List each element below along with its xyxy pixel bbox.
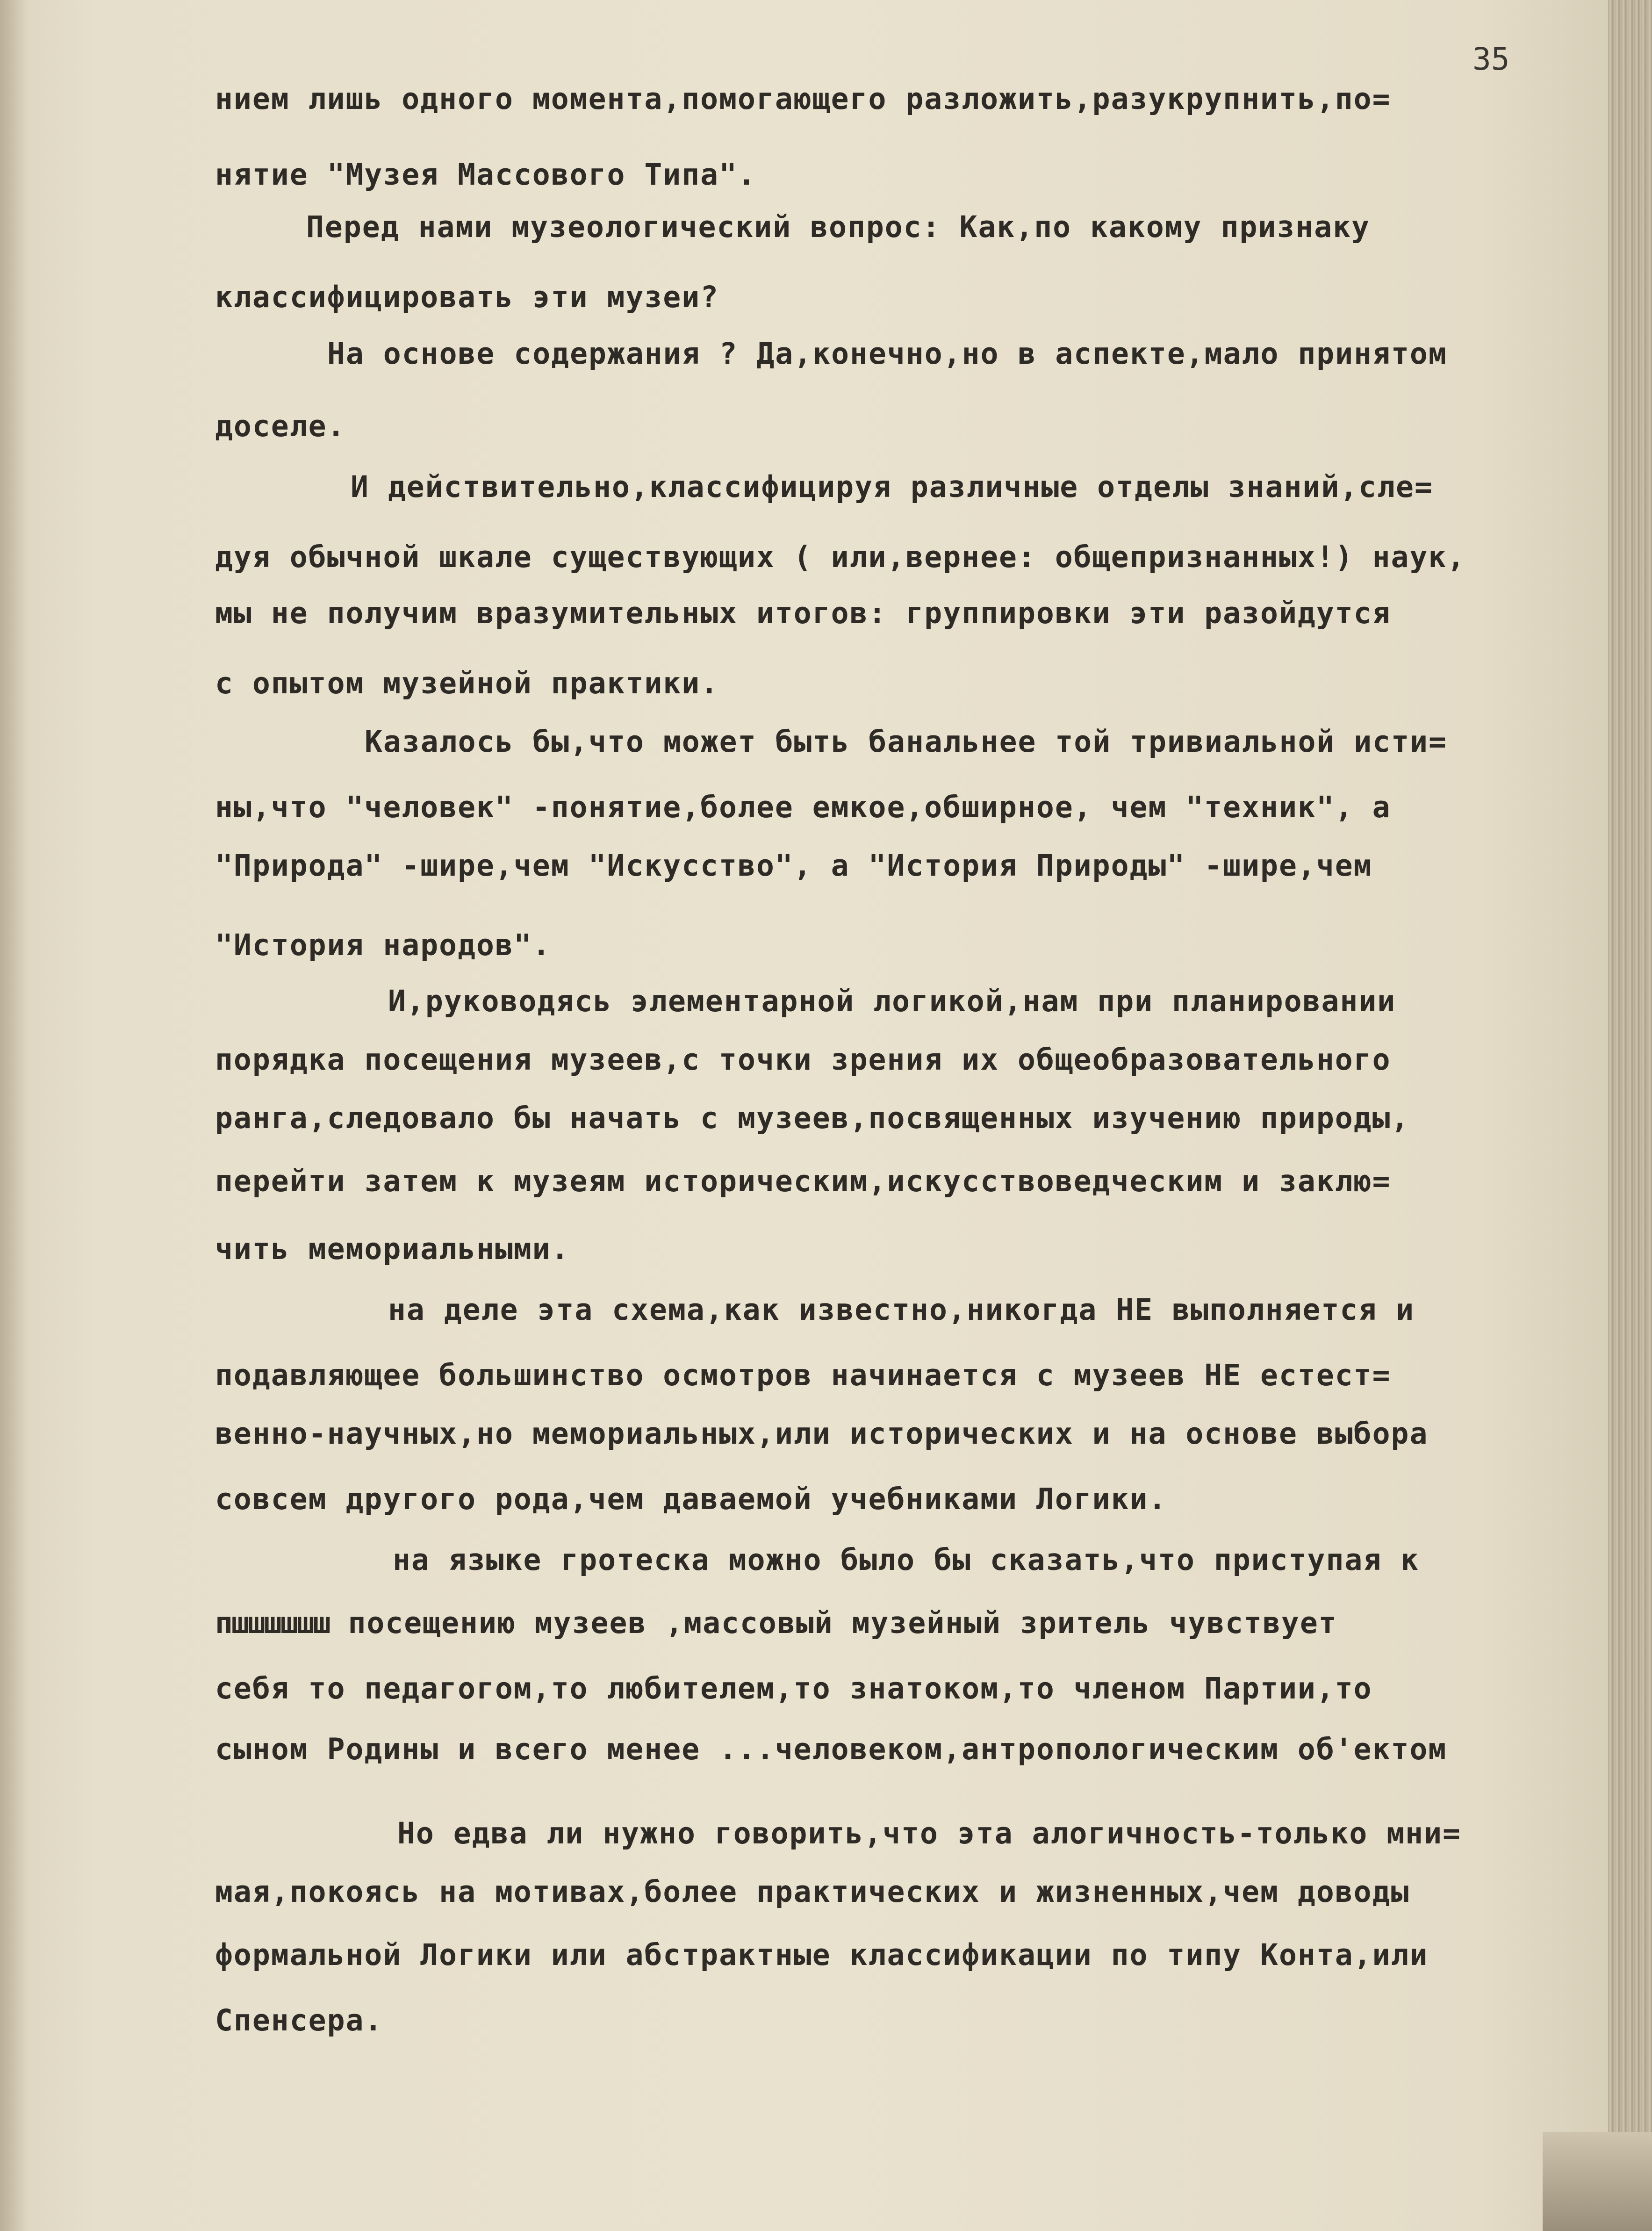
text-line: на деле эта схема,как известно,никогда НЕ выполняется и xyxy=(388,1293,1415,1327)
text-line-rest: посещению музеев ,массовый музейный зритель чувствует xyxy=(348,1606,1337,1640)
text-line: Но едва ли нужно говорить,что эта алогичность-только мни= xyxy=(397,1816,1461,1850)
text-line: формальной Логики или абстрактные классификации по типу Конта,или xyxy=(215,1938,1429,1972)
text-line: чить мемориальными. xyxy=(215,1232,570,1266)
text-line: мая,покоясь на мотивах,более практических и жизненных,чем доводы xyxy=(215,1875,1410,1909)
struck-out-word: пшшшшшш xyxy=(215,1606,330,1640)
text-line: И,руководясь элементарной логикой,нам при планировании xyxy=(388,984,1396,1018)
text-line: Спенсера. xyxy=(215,2003,383,2037)
text-line: подавляющее большинство осмотров начинается с музеев НЕ естест= xyxy=(215,1358,1391,1392)
page-stack-edge xyxy=(1608,0,1652,2231)
text-line: "История народов". xyxy=(215,928,551,962)
page-corner xyxy=(1543,2132,1652,2231)
text-line: с опытом музейной практики. xyxy=(215,666,719,700)
text-line: Перед нами музеологический вопрос: Как,по какому признаку xyxy=(306,210,1370,244)
text-line: ранга,следовало бы начать с музеев,посвященных изучению природы, xyxy=(215,1101,1410,1135)
text-line: нятие "Музея Массового Типа". xyxy=(215,158,756,192)
text-line: мы не получим вразумительных итогов: группировки эти разойдутся xyxy=(215,596,1391,630)
text-line: ны,что "человек" -понятие,более емкое,обширное, чем "техник", а xyxy=(215,790,1391,824)
text-line xyxy=(215,1606,1337,1640)
page-shadow xyxy=(0,0,28,2231)
text-line: порядка посещения музеев,с точки зрения их общеобразовательного xyxy=(215,1043,1391,1077)
text-line: Казалось бы,что может быть банальнее той тривиальной исти= xyxy=(365,725,1447,759)
text-line: классифицировать эти музеи? xyxy=(215,280,719,314)
text-line: себя то педагогом,то любителем,то знатоком,то членом Партии,то xyxy=(215,1671,1372,1706)
text-line: на языке гротеска можно было бы сказать,что приступая к xyxy=(393,1543,1420,1577)
text-line: перейти затем к музеям историческим,искусствоведческим и заклю= xyxy=(215,1164,1391,1198)
text-line: нием лишь одного момента,помогающего разложить,разукрупнить,по= xyxy=(215,82,1391,116)
text-line: И действительно,классифицируя различные отделы знаний,сле= xyxy=(351,470,1433,504)
text-line: доселе. xyxy=(215,409,346,443)
text-line: дуя обычной шкале существующих ( или,вернее: общепризнанных!) наук, xyxy=(215,540,1466,574)
text-line: На основе содержания ? Да,конечно,но в аспекте,мало принятом xyxy=(327,337,1447,371)
text-line: сыном Родины и всего менее ...человеком,антропологическим об'ектом xyxy=(215,1732,1447,1766)
text-line: венно-научных,но мемориальных,или исторических и на основе выбора xyxy=(215,1417,1429,1451)
page-number: 35 xyxy=(1472,41,1510,77)
text-line: "Природа" -шире,чем "Искусство", а "История Природы" -шире,чем xyxy=(215,849,1372,883)
text-line: совсем другого рода,чем даваемой учебниками Логики. xyxy=(215,1482,1167,1516)
